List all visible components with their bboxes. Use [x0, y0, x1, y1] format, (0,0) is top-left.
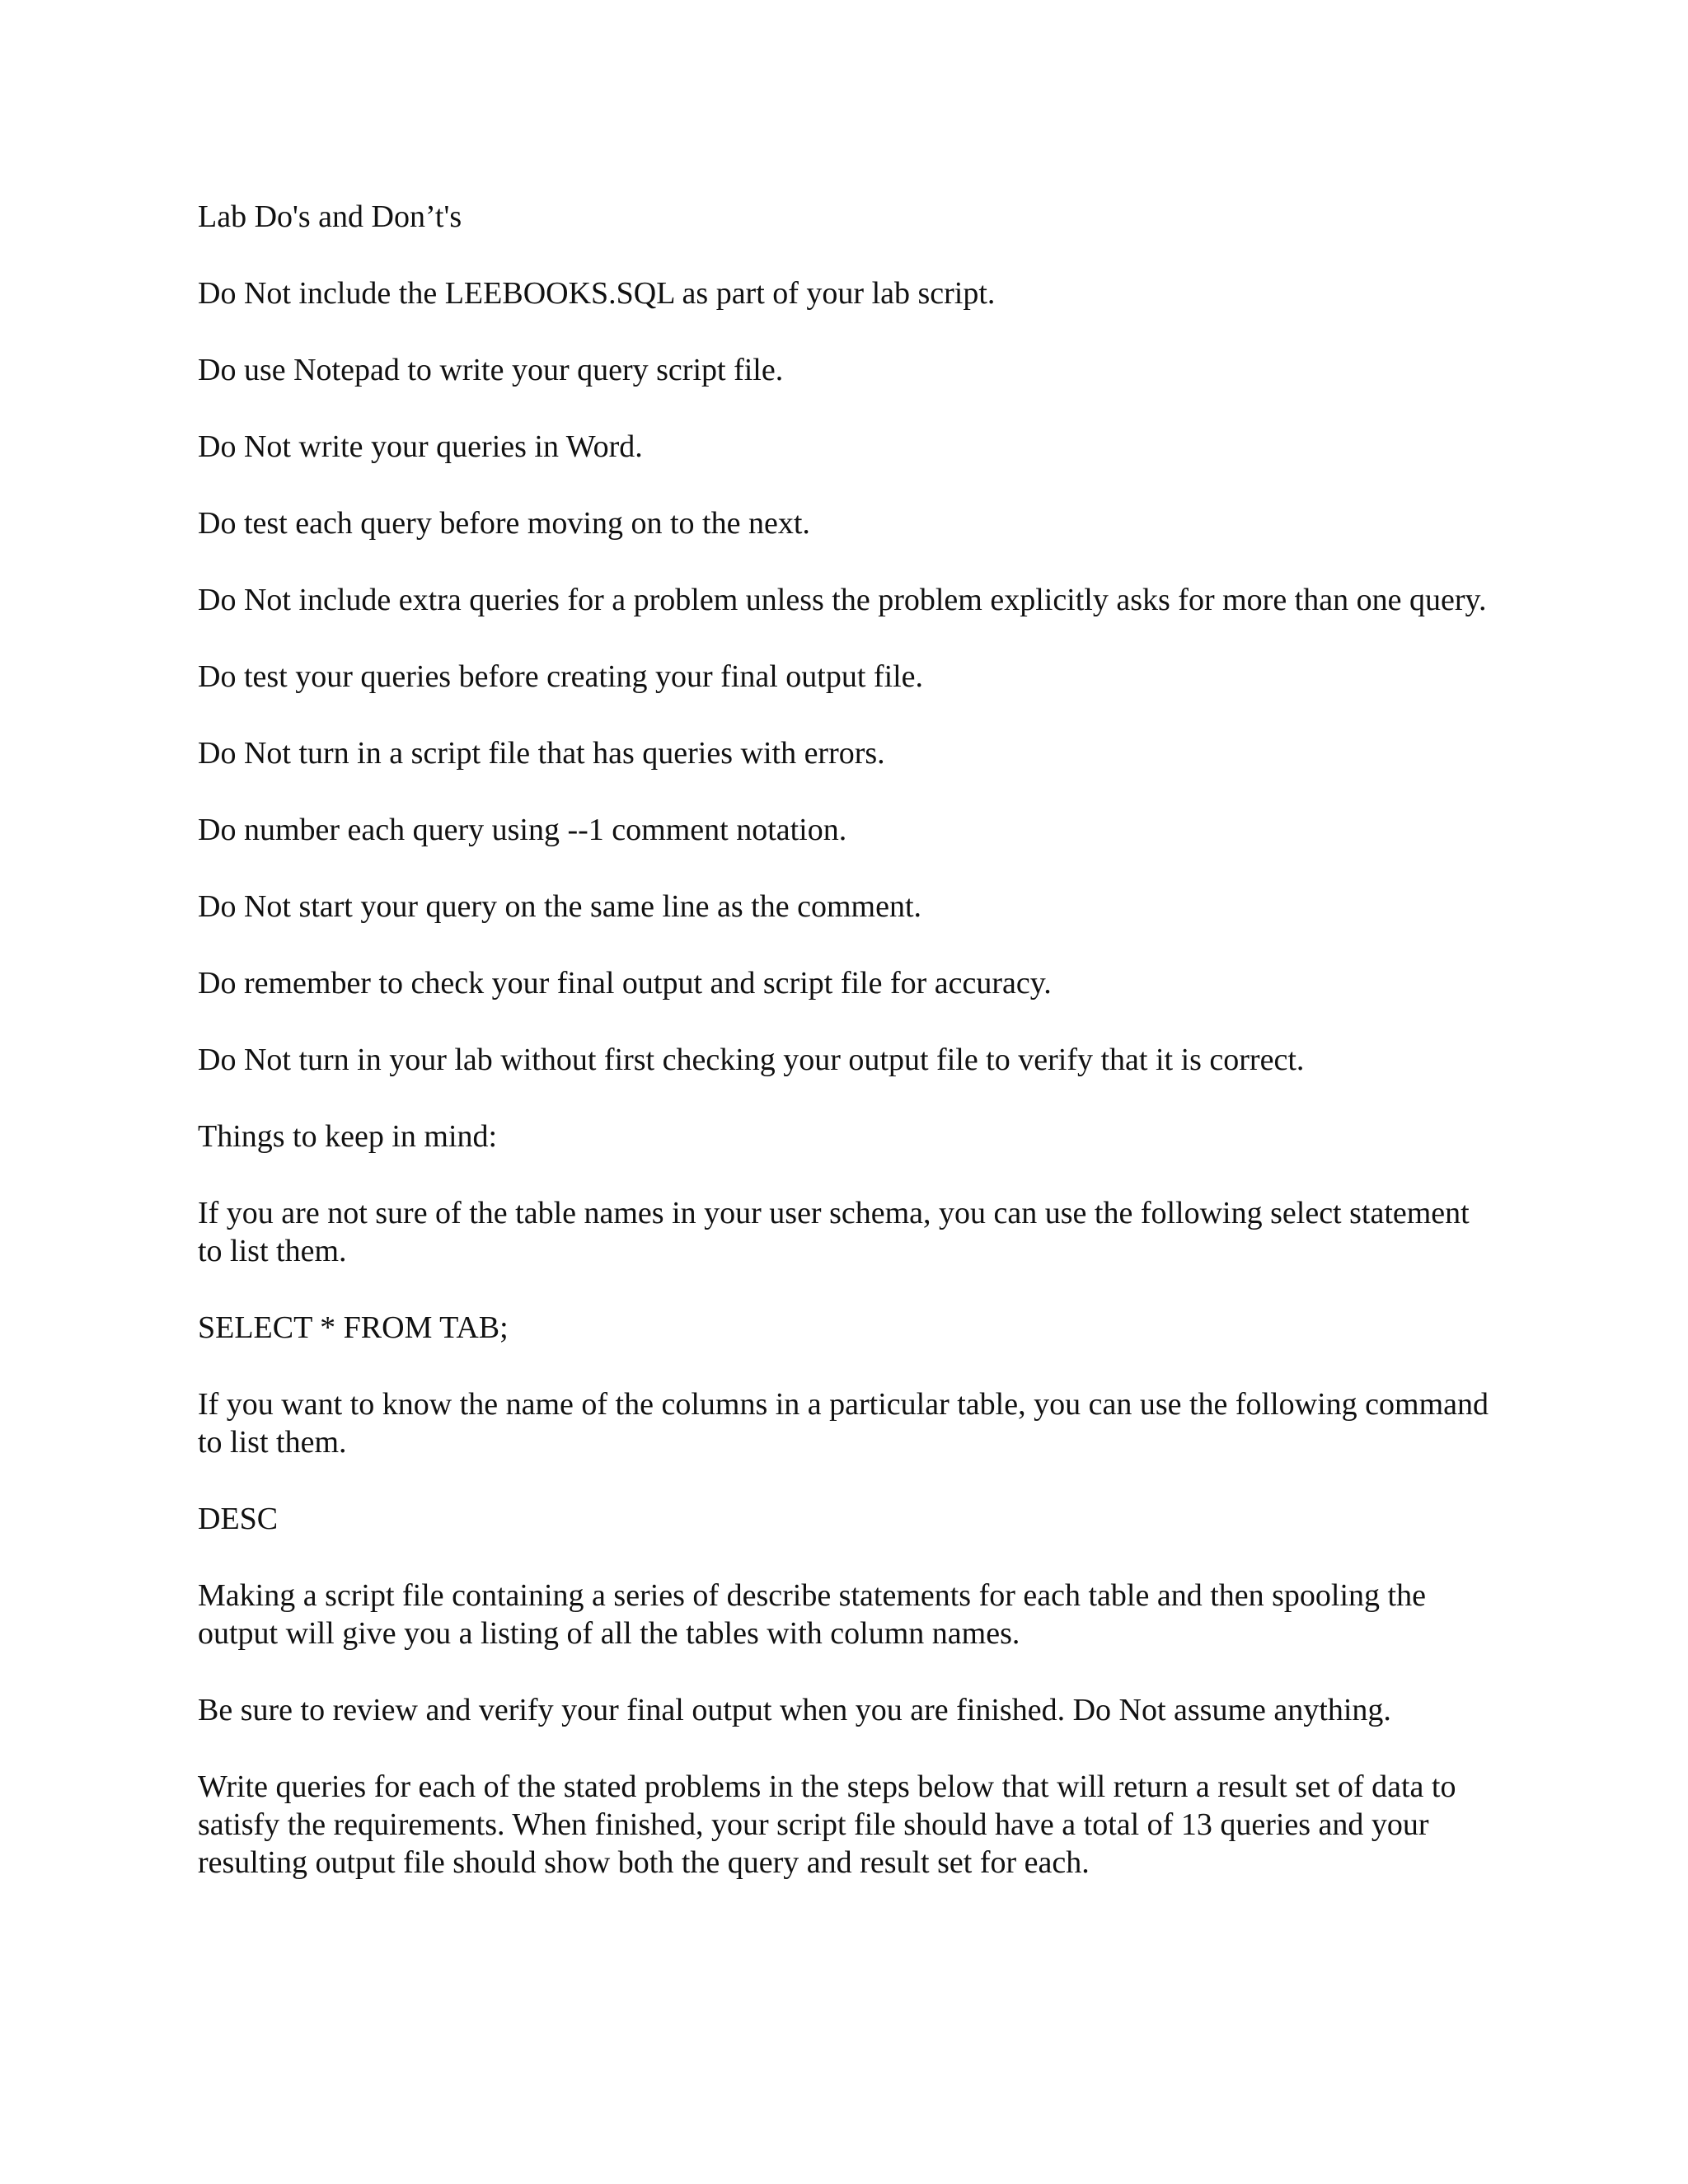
- rule-test-before-output: Do test your queries before creating your final output file.: [198, 659, 924, 694]
- rule-no-word: Do Not write your queries in Word.: [198, 429, 643, 464]
- rule-use-notepad: Do use Notepad to write your query script file.: [198, 353, 784, 387]
- tip-table-names: If you are not sure of the table names in your user schema, you can use the following select statement to list them.: [198, 1196, 1470, 1268]
- code-select-from-tab: SELECT * FROM TAB;: [198, 1310, 509, 1345]
- rule-query-line: Do Not start your query on the same line as the comment.: [198, 889, 922, 924]
- rule-no-errors: Do Not turn in a script file that has queries with errors.: [198, 736, 885, 771]
- document-body: [198, 198, 1500, 1920]
- rule-test-each-query: Do test each query before moving on to the next.: [198, 506, 810, 541]
- rule-number-queries: Do number each query using --1 comment notation.: [198, 813, 847, 847]
- rule-verify-output: Do Not turn in your lab without first checking your output file to verify that it is correct.: [198, 1043, 1305, 1077]
- code-desc: DESC: [198, 1502, 279, 1536]
- rule-check-accuracy: Do remember to check your final output and script file for accuracy.: [198, 966, 1052, 1001]
- tip-column-names: If you want to know the name of the columns in a particular table, you can use the following command to list them.: [198, 1387, 1489, 1460]
- document-title: Lab Do's and Don’t's: [198, 199, 462, 234]
- tip-describe-script: Making a script file containing a series of describe statements for each table and then spooling the output will give you a listing of all the tables with column names.: [198, 1578, 1426, 1651]
- rule-no-leebooks: Do Not include the LEEBOOKS.SQL as part of your lab script.: [198, 276, 996, 311]
- tip-review-output: Be sure to review and verify your final output when you are finished. Do Not assume anything.: [198, 1693, 1391, 1727]
- section-heading-things-to-keep: Things to keep in mind:: [198, 1119, 498, 1154]
- rule-no-extra-queries: Do Not include extra queries for a problem unless the problem explicitly asks for more than one query.: [198, 583, 1487, 617]
- instructions-write-queries: Write queries for each of the stated problems in the steps below that will return a result set of data to satisfy the requirements. When finished, your script file should have a total of 13 queries and your resulting output file should show both the query and result set for each.: [198, 1769, 1456, 1880]
